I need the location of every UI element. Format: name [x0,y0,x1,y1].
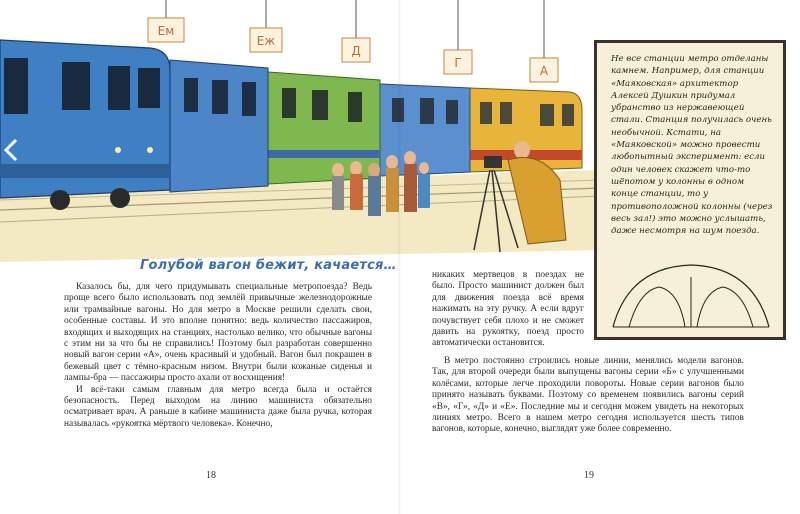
page-number-left: 18 [206,470,216,481]
sign-label: А [539,64,549,78]
paragraph: никаких мертвецов в поездах не было. Просто машинист должен был для движения поезда всё время нажимать на эту ручку. А если вдруг почувствует себя плохо и не сможет давить на рукоятку, поезд просто автоматически остановится. [432,270,584,349]
sign-label: Еж [256,34,276,48]
book-gutter [398,0,404,514]
train-car-d [268,72,380,184]
sign-label: Г [454,56,462,70]
train-car-ezh [170,60,268,192]
sidebar-note [594,40,786,340]
note-text: Не все станции метро отделаны камнем. Например, для станции «Маяковская» архитектор Алексей Душкин придумал убранство из нержавеющей стали. Станция получилась очень необычной. Кстати, на «Маяковской» можно провести любопытный эксперимент: если один человек скажет что-то шёпотом у колонны в одном конце станции, то у противоположной колонны (через весь зал!) это можно услышать, даже несмотря на шум поезда. [611,54,773,237]
paragraph: В метро постоянно строились новые линии, менялись модели вагонов. Так, для второй очереди были выпущены вагоны серии «Б» с улучшенными колёсами, которые легче проходили повороты. Новые серии вагонов было принято называть буквами. Поэтому со временем появились вагоны серий «В», «Г», «Д» и «Е». Последние мы и сегодня можем увидеть на некоторых линиях метро. Всего в нашем метро сегодня используется шесть типов вагонов, которые, конечно, выглядят уже более современно. [432,356,744,435]
page-number-right: 19 [584,470,594,481]
metro-trains-illustration [0,0,600,262]
left-page-text [64,282,372,430]
right-page-text-top [432,270,584,350]
station-arches-sketch [609,257,773,331]
sign-label: Ем [157,24,175,38]
sign-label: Д [351,44,361,58]
right-page-text-bottom [432,356,744,436]
paragraph: И всё-таки самым главным для метро всегда была и остаётся безопасность. Перед выходом на линию машиниста обязательно осматривает врач. А раньше в кабине машиниста даже была ручка, которая называлась «рукоятка мёртвого человека». Конечно, [64,384,372,429]
section-heading: Голубой вагон бежит, качается… [140,258,397,273]
paragraph: Казалось бы, для чего придумывать специальные метропоезда? Ведь проще всего было использовать под землёй привычные железнодорожные или трамвайные вагоны. Но для метро в Москве решили сделать свои, особенные составы. И это вполне понятно: ведь количество пассажиров, входящих и выходящих на станциях, настолько велико, что обычные вагоны с этим ни за что бы не справились! Поэтому был разработан совершенно новый вагон серии «А», очень красивый и удобный. Вагон был покрашен в бежевый цвет с тёмно-красным низом. Внутри были кожаные сиденья и лампы-бра — пассажиры просто ахали от восхищения! [64,282,372,384]
train-car-em [0,40,170,210]
